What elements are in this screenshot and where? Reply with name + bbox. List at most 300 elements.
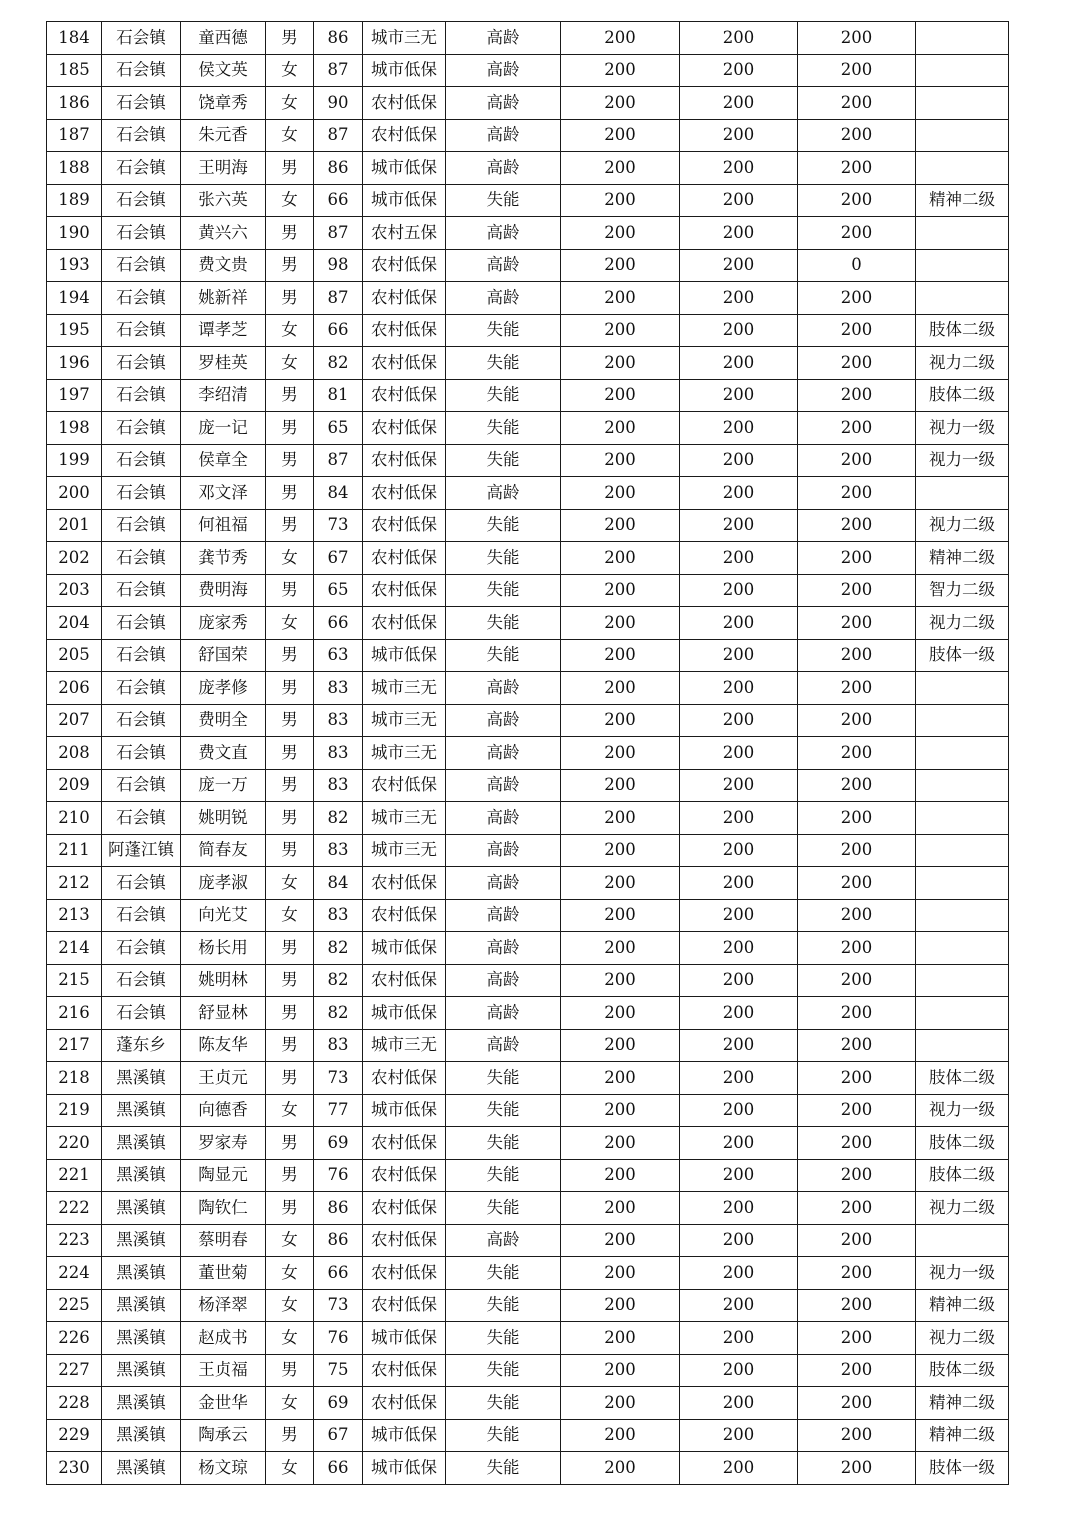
cell-disability-note xyxy=(916,87,1009,120)
cell-disability-note xyxy=(916,704,1009,737)
cell-category: 失能 xyxy=(446,1192,561,1225)
cell-name: 王贞元 xyxy=(181,1062,266,1095)
cell-sex: 男 xyxy=(266,1354,314,1387)
cell-serial: 184 xyxy=(47,22,102,55)
cell-household-type: 农村低保 xyxy=(363,1127,446,1160)
table-row xyxy=(47,184,1009,217)
cell-age: 87 xyxy=(314,444,363,477)
cell-serial: 225 xyxy=(47,1289,102,1322)
cell-amount-3: 200 xyxy=(798,607,916,640)
cell-household-type: 农村低保 xyxy=(363,314,446,347)
cell-amount-1: 200 xyxy=(561,22,680,55)
cell-category: 高龄 xyxy=(446,932,561,965)
cell-amount-2: 200 xyxy=(680,607,798,640)
cell-town: 石会镇 xyxy=(102,997,181,1030)
cell-household-type: 农村低保 xyxy=(363,444,446,477)
cell-category: 高龄 xyxy=(446,22,561,55)
cell-amount-3: 200 xyxy=(798,1387,916,1420)
cell-disability-note: 视力一级 xyxy=(916,1094,1009,1127)
cell-household-type: 城市三无 xyxy=(363,672,446,705)
cell-age: 83 xyxy=(314,769,363,802)
cell-town: 石会镇 xyxy=(102,932,181,965)
cell-sex: 男 xyxy=(266,802,314,835)
cell-household-type: 城市三无 xyxy=(363,802,446,835)
cell-disability-note: 视力一级 xyxy=(916,412,1009,445)
cell-disability-note xyxy=(916,769,1009,802)
cell-serial: 218 xyxy=(47,1062,102,1095)
cell-serial: 223 xyxy=(47,1224,102,1257)
cell-town: 石会镇 xyxy=(102,282,181,315)
cell-serial: 222 xyxy=(47,1192,102,1225)
cell-amount-2: 200 xyxy=(680,347,798,380)
cell-age: 83 xyxy=(314,834,363,867)
cell-disability-note: 视力二级 xyxy=(916,1192,1009,1225)
cell-sex: 男 xyxy=(266,217,314,250)
cell-household-type: 农村五保 xyxy=(363,217,446,250)
cell-town: 石会镇 xyxy=(102,412,181,445)
cell-town: 石会镇 xyxy=(102,607,181,640)
cell-household-type: 农村低保 xyxy=(363,964,446,997)
cell-age: 63 xyxy=(314,639,363,672)
cell-amount-2: 200 xyxy=(680,314,798,347)
cell-serial: 205 xyxy=(47,639,102,672)
cell-town: 黑溪镇 xyxy=(102,1192,181,1225)
cell-age: 73 xyxy=(314,1289,363,1322)
cell-serial: 185 xyxy=(47,54,102,87)
cell-serial: 195 xyxy=(47,314,102,347)
cell-amount-3: 200 xyxy=(798,379,916,412)
cell-age: 75 xyxy=(314,1354,363,1387)
cell-name: 陶承云 xyxy=(181,1419,266,1452)
cell-town: 阿蓬江镇 xyxy=(102,834,181,867)
cell-amount-1: 200 xyxy=(561,542,680,575)
cell-disability-note: 肢体一级 xyxy=(916,639,1009,672)
cell-town: 石会镇 xyxy=(102,87,181,120)
cell-amount-2: 200 xyxy=(680,867,798,900)
cell-household-type: 农村低保 xyxy=(363,574,446,607)
table-row xyxy=(47,1094,1009,1127)
cell-household-type: 农村低保 xyxy=(363,282,446,315)
cell-amount-1: 200 xyxy=(561,1419,680,1452)
cell-age: 86 xyxy=(314,152,363,185)
cell-amount-1: 200 xyxy=(561,249,680,282)
cell-town: 黑溪镇 xyxy=(102,1062,181,1095)
cell-amount-2: 200 xyxy=(680,1289,798,1322)
cell-amount-3: 200 xyxy=(798,1419,916,1452)
cell-serial: 202 xyxy=(47,542,102,575)
table-row xyxy=(47,1289,1009,1322)
cell-age: 69 xyxy=(314,1127,363,1160)
cell-sex: 女 xyxy=(266,1452,314,1485)
cell-category: 高龄 xyxy=(446,769,561,802)
cell-category: 失能 xyxy=(446,542,561,575)
cell-amount-1: 200 xyxy=(561,347,680,380)
cell-town: 石会镇 xyxy=(102,22,181,55)
cell-amount-2: 200 xyxy=(680,672,798,705)
table-row xyxy=(47,1419,1009,1452)
cell-amount-1: 200 xyxy=(561,964,680,997)
cell-sex: 男 xyxy=(266,932,314,965)
cell-category: 高龄 xyxy=(446,119,561,152)
cell-sex: 女 xyxy=(266,87,314,120)
cell-serial: 196 xyxy=(47,347,102,380)
cell-household-type: 城市低保 xyxy=(363,184,446,217)
cell-amount-3: 200 xyxy=(798,542,916,575)
cell-amount-3: 200 xyxy=(798,997,916,1030)
cell-age: 87 xyxy=(314,217,363,250)
cell-amount-1: 200 xyxy=(561,412,680,445)
cell-amount-3: 200 xyxy=(798,899,916,932)
table-row xyxy=(47,1354,1009,1387)
cell-serial: 216 xyxy=(47,997,102,1030)
cell-household-type: 农村低保 xyxy=(363,87,446,120)
cell-category: 失能 xyxy=(446,1322,561,1355)
cell-amount-1: 200 xyxy=(561,834,680,867)
cell-town: 黑溪镇 xyxy=(102,1127,181,1160)
cell-household-type: 城市三无 xyxy=(363,22,446,55)
cell-serial: 203 xyxy=(47,574,102,607)
cell-name: 陶钦仁 xyxy=(181,1192,266,1225)
cell-household-type: 城市低保 xyxy=(363,1322,446,1355)
cell-age: 65 xyxy=(314,412,363,445)
table-row xyxy=(47,704,1009,737)
cell-name: 舒国荣 xyxy=(181,639,266,672)
cell-town: 黑溪镇 xyxy=(102,1322,181,1355)
table-row xyxy=(47,639,1009,672)
cell-disability-note: 视力二级 xyxy=(916,1322,1009,1355)
cell-disability-note xyxy=(916,867,1009,900)
cell-amount-3: 200 xyxy=(798,22,916,55)
cell-amount-3: 200 xyxy=(798,444,916,477)
cell-disability-note: 肢体二级 xyxy=(916,379,1009,412)
cell-amount-3: 200 xyxy=(798,1159,916,1192)
cell-serial: 214 xyxy=(47,932,102,965)
cell-category: 失能 xyxy=(446,1062,561,1095)
cell-age: 82 xyxy=(314,347,363,380)
cell-category: 失能 xyxy=(446,1452,561,1485)
cell-household-type: 农村低保 xyxy=(363,347,446,380)
table-row xyxy=(47,574,1009,607)
cell-household-type: 农村低保 xyxy=(363,379,446,412)
cell-town: 石会镇 xyxy=(102,672,181,705)
cell-amount-3: 200 xyxy=(798,964,916,997)
cell-amount-1: 200 xyxy=(561,1159,680,1192)
table-row xyxy=(47,119,1009,152)
cell-disability-note xyxy=(916,22,1009,55)
cell-name: 金世华 xyxy=(181,1387,266,1420)
cell-category: 失能 xyxy=(446,314,561,347)
cell-sex: 女 xyxy=(266,347,314,380)
cell-amount-1: 200 xyxy=(561,1289,680,1322)
cell-age: 98 xyxy=(314,249,363,282)
table-body xyxy=(47,22,1009,1485)
cell-age: 66 xyxy=(314,184,363,217)
cell-town: 黑溪镇 xyxy=(102,1452,181,1485)
cell-disability-note xyxy=(916,282,1009,315)
cell-age: 66 xyxy=(314,607,363,640)
cell-age: 82 xyxy=(314,964,363,997)
cell-amount-3: 200 xyxy=(798,1224,916,1257)
cell-disability-note: 精神二级 xyxy=(916,1387,1009,1420)
cell-name: 杨文琼 xyxy=(181,1452,266,1485)
cell-amount-2: 200 xyxy=(680,87,798,120)
cell-household-type: 城市低保 xyxy=(363,1094,446,1127)
cell-sex: 女 xyxy=(266,184,314,217)
cell-amount-2: 200 xyxy=(680,574,798,607)
cell-sex: 男 xyxy=(266,1062,314,1095)
cell-disability-note: 视力二级 xyxy=(916,347,1009,380)
cell-age: 65 xyxy=(314,574,363,607)
cell-household-type: 城市低保 xyxy=(363,1452,446,1485)
cell-household-type: 农村低保 xyxy=(363,1159,446,1192)
cell-sex: 男 xyxy=(266,834,314,867)
cell-amount-1: 200 xyxy=(561,672,680,705)
cell-disability-note xyxy=(916,477,1009,510)
cell-category: 高龄 xyxy=(446,1029,561,1062)
cell-disability-note: 肢体二级 xyxy=(916,1062,1009,1095)
table-row xyxy=(47,477,1009,510)
cell-age: 69 xyxy=(314,1387,363,1420)
cell-category: 失能 xyxy=(446,509,561,542)
cell-amount-1: 200 xyxy=(561,639,680,672)
cell-age: 83 xyxy=(314,899,363,932)
cell-amount-1: 200 xyxy=(561,314,680,347)
cell-amount-3: 200 xyxy=(798,282,916,315)
cell-town: 黑溪镇 xyxy=(102,1354,181,1387)
cell-town: 石会镇 xyxy=(102,542,181,575)
table-row xyxy=(47,1257,1009,1290)
cell-disability-note xyxy=(916,899,1009,932)
cell-serial: 199 xyxy=(47,444,102,477)
cell-amount-1: 200 xyxy=(561,867,680,900)
cell-amount-1: 200 xyxy=(561,282,680,315)
table-row xyxy=(47,379,1009,412)
cell-age: 81 xyxy=(314,379,363,412)
cell-serial: 208 xyxy=(47,737,102,770)
table-row xyxy=(47,249,1009,282)
cell-amount-2: 200 xyxy=(680,1452,798,1485)
cell-serial: 189 xyxy=(47,184,102,217)
cell-serial: 219 xyxy=(47,1094,102,1127)
table-row xyxy=(47,412,1009,445)
cell-category: 高龄 xyxy=(446,737,561,770)
cell-name: 董世菊 xyxy=(181,1257,266,1290)
cell-name: 姚明林 xyxy=(181,964,266,997)
cell-sex: 男 xyxy=(266,477,314,510)
table-row xyxy=(47,444,1009,477)
cell-name: 费明全 xyxy=(181,704,266,737)
cell-amount-1: 200 xyxy=(561,1094,680,1127)
cell-disability-note xyxy=(916,672,1009,705)
cell-household-type: 农村低保 xyxy=(363,509,446,542)
cell-amount-3: 200 xyxy=(798,639,916,672)
cell-amount-3: 200 xyxy=(798,217,916,250)
cell-amount-1: 200 xyxy=(561,152,680,185)
cell-name: 姚明锐 xyxy=(181,802,266,835)
cell-amount-3: 200 xyxy=(798,1322,916,1355)
cell-amount-2: 200 xyxy=(680,1192,798,1225)
cell-amount-1: 200 xyxy=(561,444,680,477)
cell-name: 庞一万 xyxy=(181,769,266,802)
cell-amount-2: 200 xyxy=(680,1224,798,1257)
cell-sex: 女 xyxy=(266,1289,314,1322)
cell-amount-2: 200 xyxy=(680,22,798,55)
cell-age: 87 xyxy=(314,119,363,152)
cell-sex: 女 xyxy=(266,1094,314,1127)
cell-amount-3: 200 xyxy=(798,54,916,87)
cell-sex: 男 xyxy=(266,574,314,607)
cell-amount-3: 200 xyxy=(798,1354,916,1387)
cell-household-type: 城市低保 xyxy=(363,1419,446,1452)
cell-town: 石会镇 xyxy=(102,119,181,152)
cell-age: 82 xyxy=(314,932,363,965)
cell-amount-3: 0 xyxy=(798,249,916,282)
cell-serial: 188 xyxy=(47,152,102,185)
cell-serial: 210 xyxy=(47,802,102,835)
cell-amount-1: 200 xyxy=(561,1387,680,1420)
cell-amount-3: 200 xyxy=(798,802,916,835)
cell-household-type: 农村低保 xyxy=(363,1289,446,1322)
cell-amount-2: 200 xyxy=(680,834,798,867)
cell-age: 83 xyxy=(314,704,363,737)
cell-category: 失能 xyxy=(446,1354,561,1387)
cell-amount-2: 200 xyxy=(680,639,798,672)
cell-name: 童西德 xyxy=(181,22,266,55)
cell-sex: 女 xyxy=(266,542,314,575)
cell-amount-3: 200 xyxy=(798,1192,916,1225)
cell-amount-3: 200 xyxy=(798,347,916,380)
cell-amount-1: 200 xyxy=(561,574,680,607)
table-row xyxy=(47,769,1009,802)
cell-household-type: 农村低保 xyxy=(363,1387,446,1420)
cell-sex: 男 xyxy=(266,997,314,1030)
cell-town: 石会镇 xyxy=(102,477,181,510)
cell-amount-3: 200 xyxy=(798,1127,916,1160)
cell-serial: 197 xyxy=(47,379,102,412)
cell-town: 石会镇 xyxy=(102,704,181,737)
cell-category: 高龄 xyxy=(446,997,561,1030)
cell-disability-note: 肢体二级 xyxy=(916,314,1009,347)
cell-household-type: 农村低保 xyxy=(363,477,446,510)
cell-amount-1: 200 xyxy=(561,1192,680,1225)
table-row xyxy=(47,87,1009,120)
cell-age: 66 xyxy=(314,314,363,347)
cell-household-type: 农村低保 xyxy=(363,607,446,640)
cell-name: 杨长用 xyxy=(181,932,266,965)
cell-town: 黑溪镇 xyxy=(102,1387,181,1420)
cell-amount-2: 200 xyxy=(680,1127,798,1160)
table-row xyxy=(47,1322,1009,1355)
cell-name: 庞孝淑 xyxy=(181,867,266,900)
table-row xyxy=(47,1224,1009,1257)
cell-household-type: 农村低保 xyxy=(363,119,446,152)
cell-sex: 男 xyxy=(266,1159,314,1192)
table-row xyxy=(47,1127,1009,1160)
cell-amount-2: 200 xyxy=(680,542,798,575)
cell-sex: 男 xyxy=(266,249,314,282)
cell-age: 67 xyxy=(314,1419,363,1452)
cell-name: 姚新祥 xyxy=(181,282,266,315)
cell-amount-3: 200 xyxy=(798,314,916,347)
cell-amount-2: 200 xyxy=(680,997,798,1030)
cell-category: 失能 xyxy=(446,1419,561,1452)
cell-amount-1: 200 xyxy=(561,1322,680,1355)
cell-amount-3: 200 xyxy=(798,509,916,542)
cell-sex: 男 xyxy=(266,509,314,542)
cell-category: 高龄 xyxy=(446,964,561,997)
table-row xyxy=(47,22,1009,55)
table-row xyxy=(47,607,1009,640)
cell-sex: 男 xyxy=(266,282,314,315)
cell-amount-3: 200 xyxy=(798,1062,916,1095)
cell-amount-1: 200 xyxy=(561,802,680,835)
cell-age: 83 xyxy=(314,737,363,770)
cell-category: 高龄 xyxy=(446,1224,561,1257)
cell-household-type: 城市低保 xyxy=(363,932,446,965)
cell-sex: 男 xyxy=(266,22,314,55)
cell-amount-3: 200 xyxy=(798,574,916,607)
table-row xyxy=(47,314,1009,347)
cell-amount-2: 200 xyxy=(680,1094,798,1127)
cell-amount-2: 200 xyxy=(680,477,798,510)
cell-sex: 男 xyxy=(266,379,314,412)
cell-sex: 男 xyxy=(266,1192,314,1225)
cell-amount-3: 200 xyxy=(798,87,916,120)
cell-age: 66 xyxy=(314,1452,363,1485)
cell-amount-1: 200 xyxy=(561,1224,680,1257)
cell-amount-2: 200 xyxy=(680,1387,798,1420)
cell-household-type: 城市低保 xyxy=(363,152,446,185)
cell-name: 费文直 xyxy=(181,737,266,770)
cell-amount-1: 200 xyxy=(561,217,680,250)
cell-disability-note: 视力二级 xyxy=(916,607,1009,640)
cell-amount-2: 200 xyxy=(680,184,798,217)
cell-amount-3: 200 xyxy=(798,769,916,802)
cell-amount-2: 200 xyxy=(680,444,798,477)
table-row xyxy=(47,997,1009,1030)
cell-amount-1: 200 xyxy=(561,477,680,510)
cell-sex: 男 xyxy=(266,769,314,802)
cell-sex: 女 xyxy=(266,314,314,347)
cell-amount-3: 200 xyxy=(798,1257,916,1290)
cell-age: 66 xyxy=(314,1257,363,1290)
cell-town: 石会镇 xyxy=(102,379,181,412)
cell-sex: 女 xyxy=(266,867,314,900)
cell-category: 失能 xyxy=(446,1289,561,1322)
cell-amount-2: 200 xyxy=(680,1322,798,1355)
cell-age: 83 xyxy=(314,1029,363,1062)
cell-sex: 女 xyxy=(266,119,314,152)
cell-town: 石会镇 xyxy=(102,54,181,87)
cell-disability-note xyxy=(916,737,1009,770)
cell-amount-1: 200 xyxy=(561,704,680,737)
cell-category: 高龄 xyxy=(446,152,561,185)
cell-sex: 女 xyxy=(266,1257,314,1290)
cell-amount-2: 200 xyxy=(680,119,798,152)
cell-disability-note xyxy=(916,119,1009,152)
cell-age: 86 xyxy=(314,1224,363,1257)
cell-household-type: 城市三无 xyxy=(363,834,446,867)
table-row xyxy=(47,1192,1009,1225)
cell-name: 黄兴六 xyxy=(181,217,266,250)
cell-amount-2: 200 xyxy=(680,704,798,737)
cell-disability-note xyxy=(916,997,1009,1030)
cell-town: 黑溪镇 xyxy=(102,1257,181,1290)
cell-household-type: 农村低保 xyxy=(363,867,446,900)
cell-amount-2: 200 xyxy=(680,1062,798,1095)
cell-amount-1: 200 xyxy=(561,54,680,87)
cell-amount-3: 200 xyxy=(798,932,916,965)
